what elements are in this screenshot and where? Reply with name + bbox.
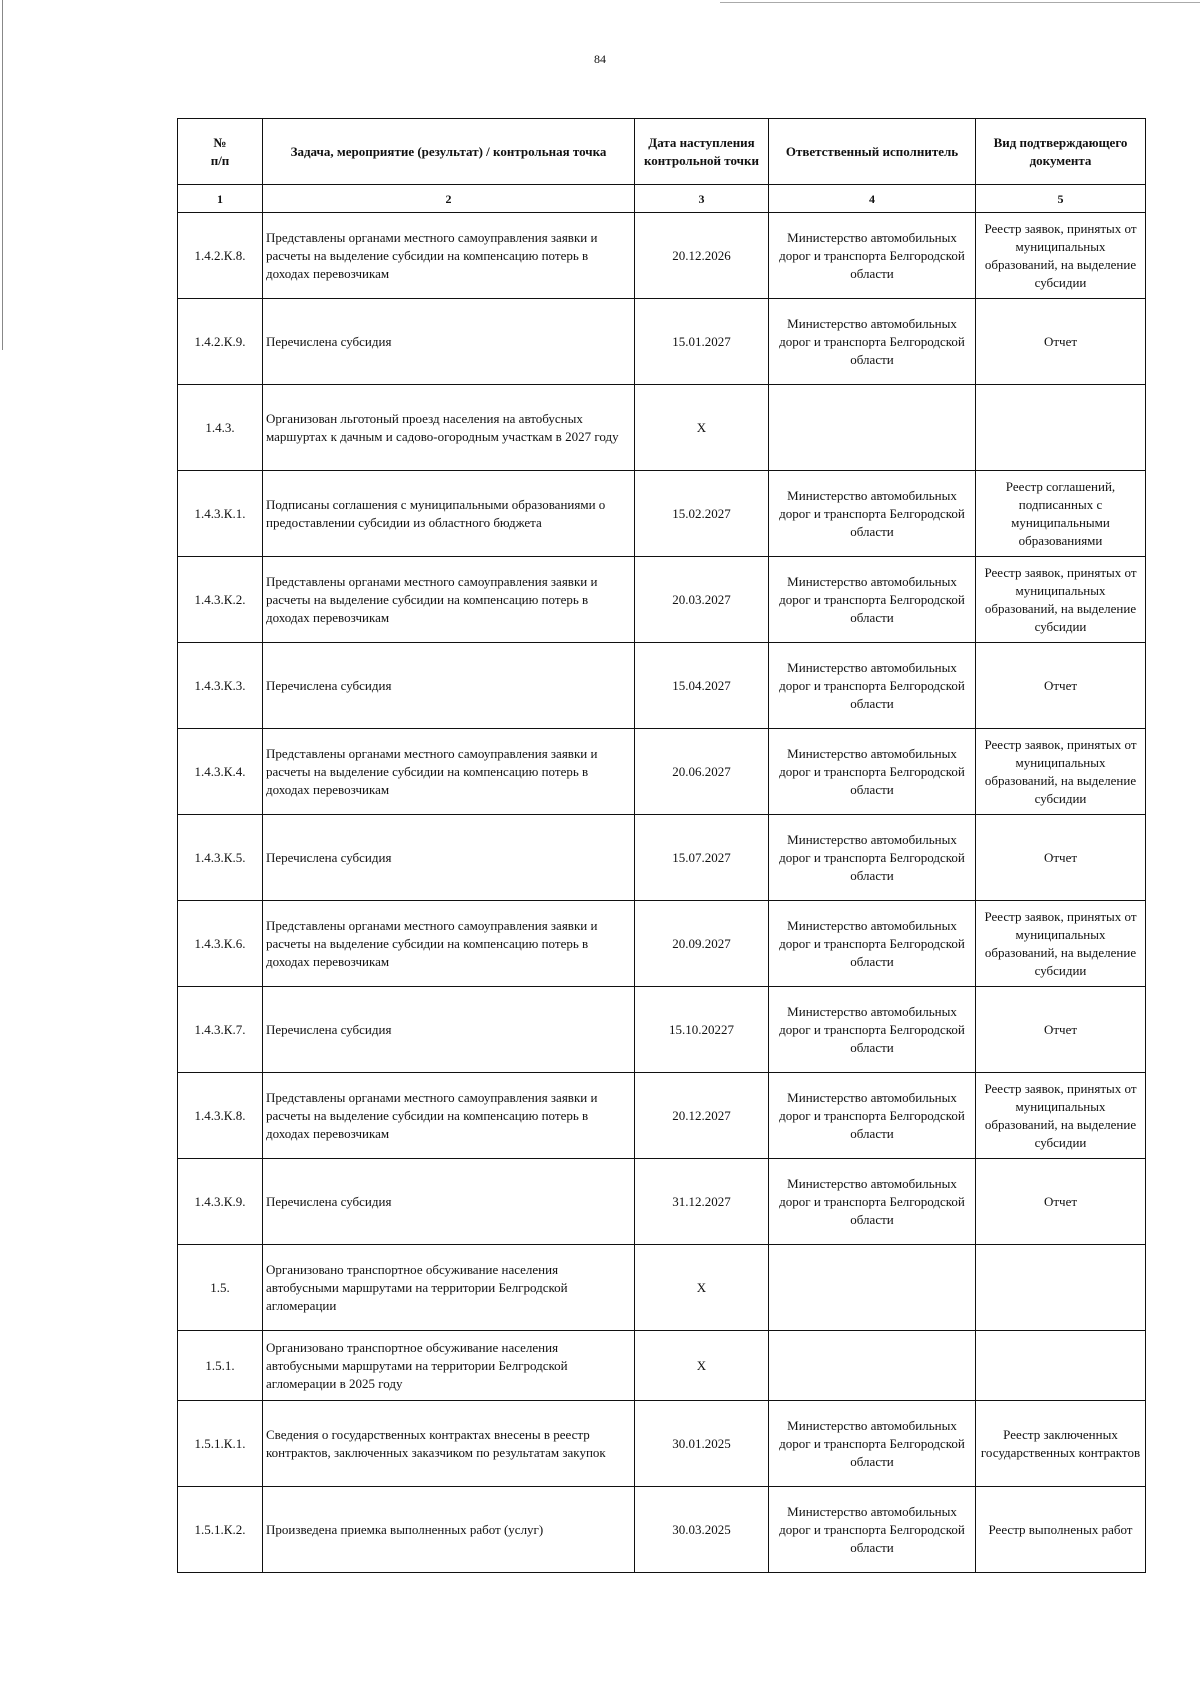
row-document: Реестр заявок, принятых от муниципальных образований, на выделение субсидии (976, 213, 1146, 299)
row-date: 15.04.2027 (635, 643, 769, 729)
row-executor: Министерство автомобильных дорог и транспорта Белгородской области (769, 1073, 976, 1159)
table-row (178, 901, 1146, 987)
row-executor: Министерство автомобильных дорог и транспорта Белгородской области (769, 815, 976, 901)
table-header-row (178, 119, 1146, 185)
row-date: 20.06.2027 (635, 729, 769, 815)
row-task: Сведения о государственных контрактах внесены в реестр контрактов, заключенных заказчиком по результатам закупок (263, 1401, 635, 1487)
table-row (178, 1245, 1146, 1331)
row-task: Представлены органами местного самоуправления заявки и расчеты на выделение субсидии на компенсацию потерь в доходах перевозчикам (263, 557, 635, 643)
table-row (178, 1401, 1146, 1487)
row-date: X (635, 1331, 769, 1401)
row-executor (769, 1245, 976, 1331)
row-document: Отчет (976, 1159, 1146, 1245)
column-number: 1 (178, 185, 263, 213)
row-date: X (635, 385, 769, 471)
column-number: 2 (263, 185, 635, 213)
row-executor: Министерство автомобильных дорог и транспорта Белгородской области (769, 729, 976, 815)
table-row (178, 299, 1146, 385)
row-date: 30.03.2025 (635, 1487, 769, 1573)
row-document: Реестр выполненых работ (976, 1487, 1146, 1573)
row-task: Подписаны соглашения с муниципальными образованиями о предоставлении субсидии из областного бюджета (263, 471, 635, 557)
table-row (178, 815, 1146, 901)
row-task: Представлены органами местного самоуправления заявки и расчеты на выделение субсидии на компенсацию потерь в доходах перевозчикам (263, 729, 635, 815)
table-row (178, 643, 1146, 729)
row-task: Организовано транспортное обсуживание населения автобусными маршрутами на территории Белгродской агломерации в 2025 году (263, 1331, 635, 1401)
row-number: 1.4.2.К.9. (178, 299, 263, 385)
row-number: 1.5. (178, 1245, 263, 1331)
scan-edge-line-top (720, 2, 1200, 3)
row-executor (769, 1331, 976, 1401)
row-date: 30.01.2025 (635, 1401, 769, 1487)
control-points-table (177, 118, 1146, 1573)
row-date: 20.09.2027 (635, 901, 769, 987)
header-executor: Ответственный исполнитель (769, 119, 976, 185)
table-row (178, 729, 1146, 815)
table-row (178, 1331, 1146, 1401)
row-number: 1.4.3.К.1. (178, 471, 263, 557)
row-number: 1.4.3.К.2. (178, 557, 263, 643)
row-executor: Министерство автомобильных дорог и транспорта Белгородской области (769, 1401, 976, 1487)
row-task: Перечислена субсидия (263, 643, 635, 729)
row-task: Организован льготоный проезд населения на автобусных маршуртах к дачным и садово-огородным участкам в 2027 году (263, 385, 635, 471)
column-number: 3 (635, 185, 769, 213)
table-row (178, 213, 1146, 299)
row-date: X (635, 1245, 769, 1331)
row-date: 15.10.20227 (635, 987, 769, 1073)
row-number: 1.5.1.К.2. (178, 1487, 263, 1573)
table-body (178, 213, 1146, 1573)
column-number: 5 (976, 185, 1146, 213)
row-number: 1.4.3. (178, 385, 263, 471)
row-executor: Министерство автомобильных дорог и транспорта Белгородской области (769, 1487, 976, 1573)
row-executor: Министерство автомобильных дорог и транспорта Белгородской области (769, 299, 976, 385)
row-document: Реестр соглашений, подписанных с муниципальными образованиями (976, 471, 1146, 557)
row-number: 1.5.1.К.1. (178, 1401, 263, 1487)
row-task: Перечислена субсидия (263, 815, 635, 901)
row-date: 20.12.2026 (635, 213, 769, 299)
row-document: Реестр заявок, принятых от муниципальных образований, на выделение субсидии (976, 1073, 1146, 1159)
row-task: Представлены органами местного самоуправления заявки и расчеты на выделение субсидии на компенсацию потерь в доходах перевозчикам (263, 901, 635, 987)
header-number: № п/п (178, 119, 263, 185)
row-task: Перечислена субсидия (263, 1159, 635, 1245)
row-task: Перечислена субсидия (263, 299, 635, 385)
table-row (178, 1487, 1146, 1573)
row-document (976, 1331, 1146, 1401)
row-task: Представлены органами местного самоуправления заявки и расчеты на выделение субсидии на компенсацию потерь в доходах перевозчикам (263, 1073, 635, 1159)
table-row (178, 987, 1146, 1073)
table-row (178, 1073, 1146, 1159)
row-number: 1.4.3.К.3. (178, 643, 263, 729)
row-number: 1.5.1. (178, 1331, 263, 1401)
header-task: Задача, мероприятие (результат) / контрольная точка (263, 119, 635, 185)
row-executor: Министерство автомобильных дорог и транспорта Белгородской области (769, 643, 976, 729)
table-row (178, 1159, 1146, 1245)
row-number: 1.4.3.К.7. (178, 987, 263, 1073)
row-document: Реестр заявок, принятых от муниципальных образований, на выделение субсидии (976, 901, 1146, 987)
row-document: Отчет (976, 643, 1146, 729)
row-number: 1.4.2.К.8. (178, 213, 263, 299)
row-executor: Министерство автомобильных дорог и транспорта Белгородской области (769, 557, 976, 643)
row-document: Отчет (976, 815, 1146, 901)
row-document: Реестр заключенных государственных контрактов (976, 1401, 1146, 1487)
table-row (178, 557, 1146, 643)
row-number: 1.4.3.К.6. (178, 901, 263, 987)
row-number: 1.4.3.К.5. (178, 815, 263, 901)
row-date: 15.07.2027 (635, 815, 769, 901)
page-number: 84 (594, 52, 606, 66)
row-executor: Министерство автомобильных дорог и транспорта Белгородской области (769, 1159, 976, 1245)
header-document: Вид подтверждающего документа (976, 119, 1146, 185)
row-document: Отчет (976, 987, 1146, 1073)
row-date: 20.12.2027 (635, 1073, 769, 1159)
row-document (976, 1245, 1146, 1331)
row-task: Представлены органами местного самоуправления заявки и расчеты на выделение субсидии на компенсацию потерь в доходах перевозчикам (263, 213, 635, 299)
row-date: 15.02.2027 (635, 471, 769, 557)
row-executor: Министерство автомобильных дорог и транспорта Белгородской области (769, 901, 976, 987)
row-date: 15.01.2027 (635, 299, 769, 385)
row-task: Перечислена субсидия (263, 987, 635, 1073)
row-number: 1.4.3.К.8. (178, 1073, 263, 1159)
table-row (178, 385, 1146, 471)
header-date: Дата наступления контрольной точки (635, 119, 769, 185)
row-task: Произведена приемка выполненных работ (услуг) (263, 1487, 635, 1573)
row-executor (769, 385, 976, 471)
column-numbers-row (178, 185, 1146, 213)
row-document: Реестр заявок, принятых от муниципальных образований, на выделение субсидии (976, 729, 1146, 815)
row-number: 1.4.3.К.4. (178, 729, 263, 815)
row-date: 20.03.2027 (635, 557, 769, 643)
row-executor: Министерство автомобильных дорог и транспорта Белгородской области (769, 471, 976, 557)
row-document: Реестр заявок, принятых от муниципальных образований, на выделение субсидии (976, 557, 1146, 643)
row-task: Организовано транспортное обсуживание населения автобусными маршрутами на территории Белгродской агломерации (263, 1245, 635, 1331)
row-number: 1.4.3.К.9. (178, 1159, 263, 1245)
row-executor: Министерство автомобильных дорог и транспорта Белгородской области (769, 213, 976, 299)
row-date: 31.12.2027 (635, 1159, 769, 1245)
row-document: Отчет (976, 299, 1146, 385)
table-row (178, 471, 1146, 557)
column-number: 4 (769, 185, 976, 213)
row-document (976, 385, 1146, 471)
row-executor: Министерство автомобильных дорог и транспорта Белгородской области (769, 987, 976, 1073)
